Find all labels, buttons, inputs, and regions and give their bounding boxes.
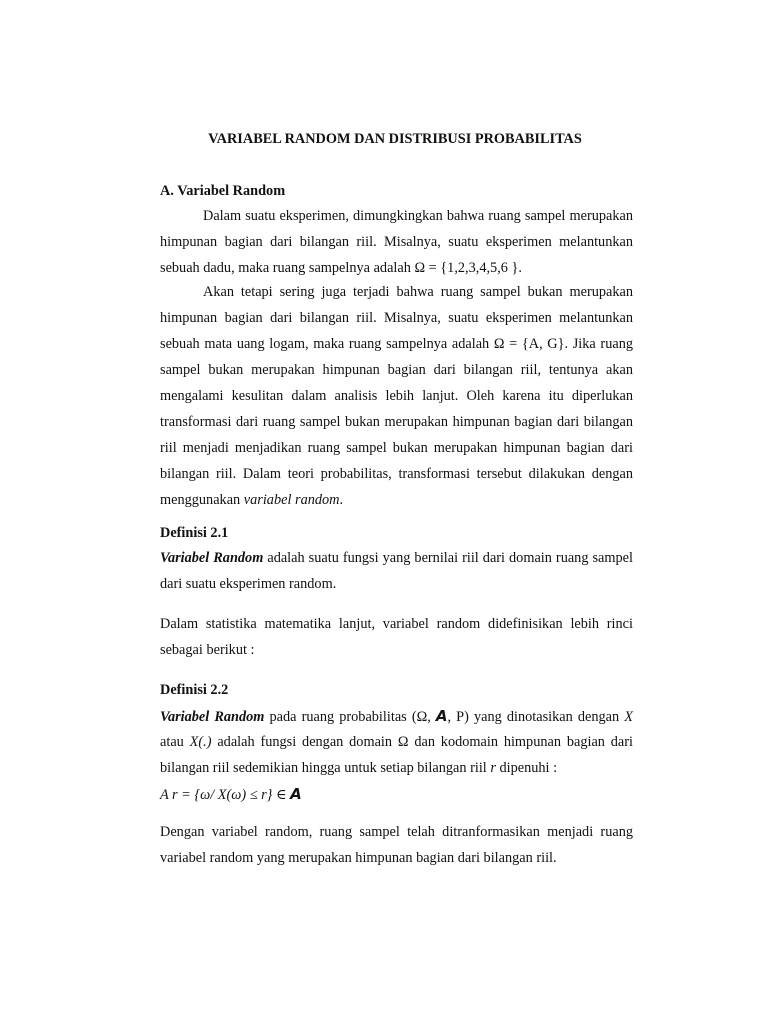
text-fragment: , P) yang dinotasikan dengan bbox=[447, 709, 625, 725]
text-line: sampel bukan merupakan himpunan bagian dari bilangan riil, tentunya akan bbox=[160, 362, 633, 378]
text-line bbox=[160, 548, 633, 574]
text-fragment: dipenuhi : bbox=[495, 760, 558, 776]
definition-2-1-body bbox=[160, 548, 633, 600]
definition-2-1-heading: Definisi 2.1 bbox=[160, 525, 229, 541]
section-a-heading: A. Variabel Random bbox=[160, 183, 286, 199]
text-line: variabel random yang merupakan himpunan bagian dari bilangan riil. bbox=[160, 850, 557, 866]
text-line: Akan tetapi sering juga terjadi bahwa ruang sampel bukan merupakan bbox=[203, 284, 633, 300]
definition-formula bbox=[160, 784, 302, 805]
text-line: bilangan riil. Dalam teori probabilitas, transformasi tersebut dilakukan dengan bbox=[160, 466, 633, 482]
text-line: himpunan bagian dari bilangan riil. Misalnya, suatu eksperimen melantunkan bbox=[160, 234, 633, 250]
page-title: VARIABEL RANDOM DAN DISTRIBUSI PROBABILITAS bbox=[208, 131, 582, 147]
section-a-paragraph-1 bbox=[160, 206, 633, 284]
text-line: himpunan bagian dari bilangan riil. Misalnya, suatu eksperimen melantunkan bbox=[160, 310, 633, 326]
text-fragment: adalah fungsi dengan domain Ω dan kodomain himpunan bagian dari bbox=[211, 734, 633, 750]
italic-term: variabel random bbox=[243, 492, 340, 508]
paragraph-4 bbox=[160, 822, 633, 874]
definition-term: Variabel Random bbox=[160, 709, 265, 725]
variable-x-function: X(.) bbox=[189, 734, 212, 750]
text-line: Dengan variabel random, ruang sampel telah ditranformasikan menjadi ruang bbox=[160, 824, 633, 840]
text-fragment: pada ruang probabilitas (Ω, bbox=[264, 709, 436, 725]
text-line: sebuah mata uang logam, maka ruang sampelnya adalah Ω = {A, G}. Jika ruang bbox=[160, 336, 633, 352]
text-line: mengalami kesulitan dalam analisis lebih lanjut. Oleh karena itu diperlukan bbox=[160, 388, 633, 404]
text-fragment: . bbox=[339, 492, 344, 508]
text-line: Dalam suatu eksperimen, dimungkingkan bahwa ruang sampel merupakan bbox=[203, 208, 633, 224]
variable-x: X bbox=[624, 709, 633, 725]
definition-2-2-body bbox=[160, 706, 633, 784]
formula-text: A r = {ω/ X(ω) ≤ r} ∈ bbox=[160, 787, 291, 803]
text-fragment: bilangan riil sedemikian hingga untuk setiap bilangan riil bbox=[160, 760, 491, 776]
sigma-algebra-symbol: A bbox=[435, 707, 448, 725]
text-line bbox=[160, 490, 633, 516]
sigma-algebra-symbol: A bbox=[290, 785, 302, 803]
section-a-paragraph-2 bbox=[160, 282, 633, 516]
text-line bbox=[160, 732, 633, 758]
text-fragment: atau bbox=[160, 734, 190, 750]
text-line bbox=[160, 706, 633, 732]
variable-r: r bbox=[490, 760, 496, 776]
text-line: transformasi dari ruang sampel bukan merupakan himpunan bagian dari bilangan bbox=[160, 414, 633, 430]
text-line: dari suatu eksperimen random. bbox=[160, 576, 337, 592]
text-line bbox=[160, 758, 633, 784]
definition-2-2-heading: Definisi 2.2 bbox=[160, 682, 229, 698]
paragraph-3 bbox=[160, 614, 633, 666]
text-line: Dalam statistika matematika lanjut, variabel random didefinisikan lebih rinci bbox=[160, 616, 633, 632]
text-line: sebagai berikut : bbox=[160, 642, 255, 658]
text-fragment: adalah suatu fungsi yang bernilai riil dari domain ruang sampel bbox=[263, 550, 633, 566]
definition-term: Variabel Random bbox=[160, 550, 264, 566]
text-line: riil menjadi menjadikan ruang sampel bukan merupakan himpunan bagian dari bbox=[160, 440, 633, 456]
text-fragment: menggunakan bbox=[160, 492, 244, 508]
text-line: sebuah dadu, maka ruang sampelnya adalah Ω = {1,2,3,4,5,6 }. bbox=[160, 260, 522, 276]
